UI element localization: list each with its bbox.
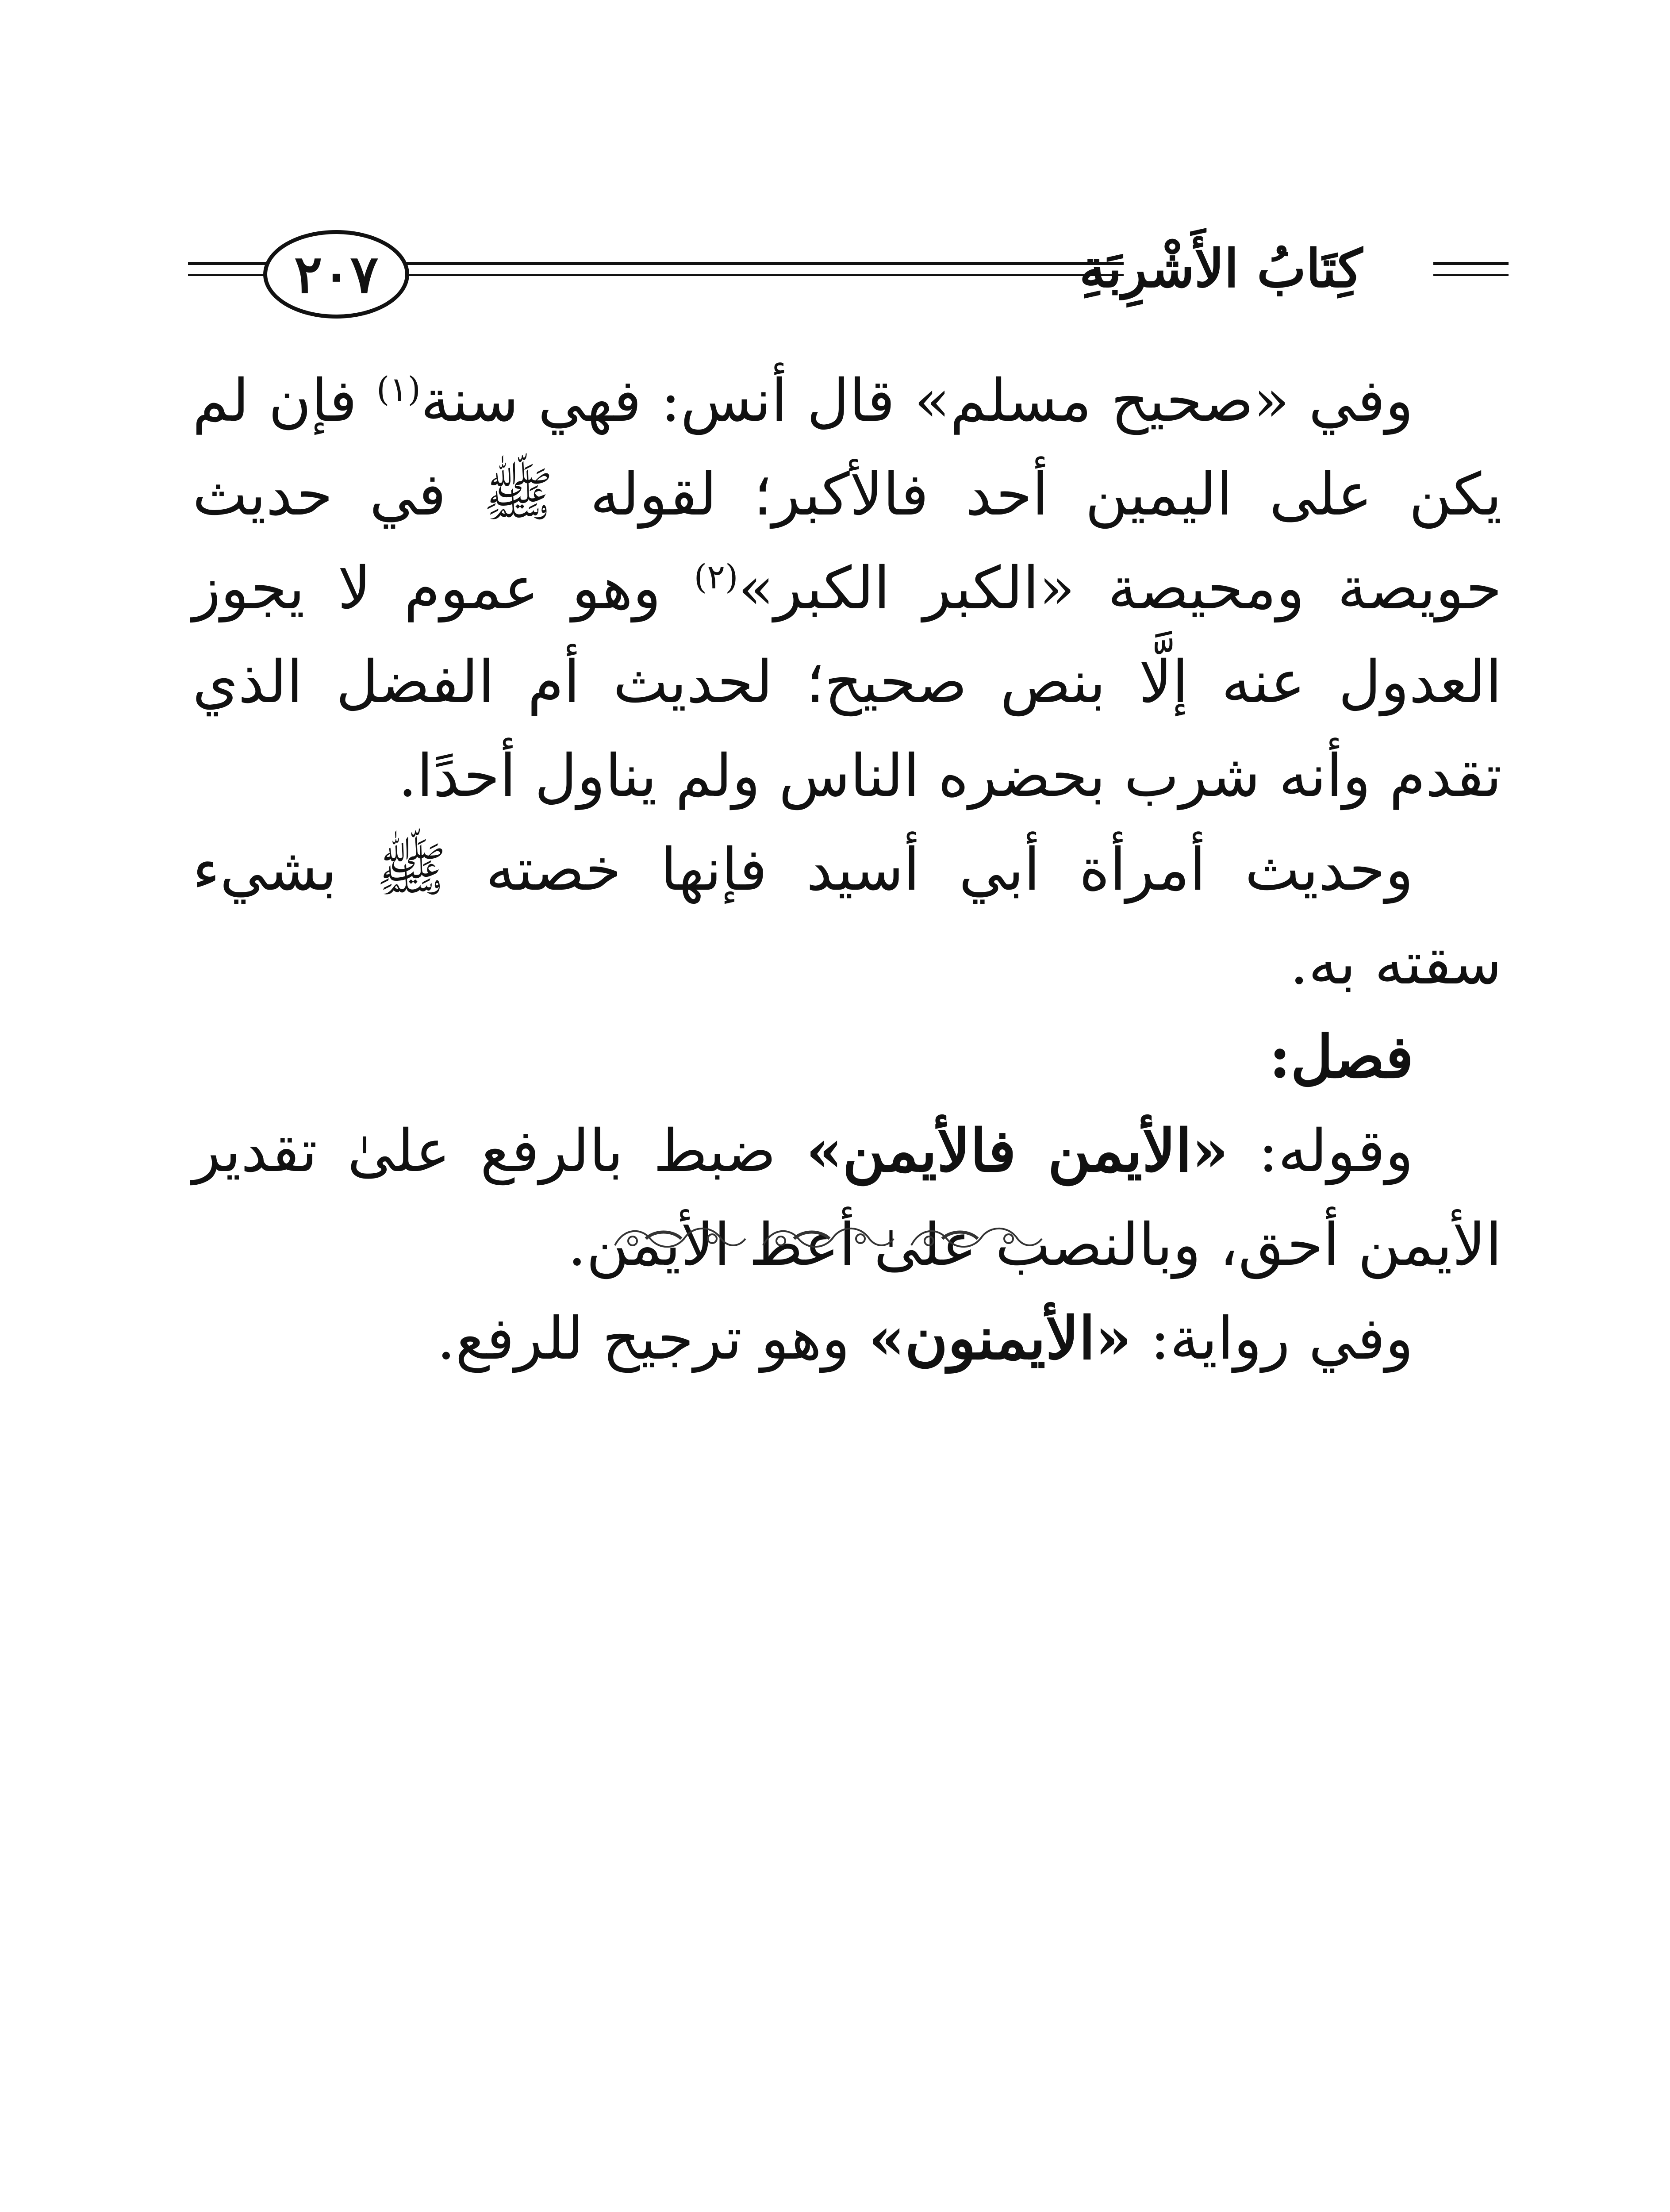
running-title: كِتَابُ الأَشْرِبَةِ bbox=[1079, 238, 1363, 299]
footnote-ref-1: (١) bbox=[376, 369, 421, 409]
paragraph-2: وحديث أمرأة أبي أسيد فإنها خصته ﷺ بشيء سقته به. bbox=[192, 836, 1502, 998]
header-rule-middle-bottom bbox=[403, 274, 1124, 276]
paragraph-3-quote: «الأيمن فالأيمن» bbox=[806, 1117, 1229, 1185]
footnote-ref-2: (٢) bbox=[694, 557, 738, 596]
ornament-unit-1 bbox=[615, 1229, 745, 1247]
paragraph-1-part-1: وفي «صحيح مسلم» قال أنس: فهي سنة bbox=[421, 367, 1413, 435]
header-rule-left-top bbox=[188, 262, 268, 265]
paragraph-1 bbox=[192, 354, 1502, 823]
paragraph-1-part-2: فإن لم يكن على اليمين أحد فالأكبر؛ لقوله ﷺ في حديث حويصة ومحيصة «الكبر الكبر» bbox=[192, 367, 1502, 622]
ornament-unit-2 bbox=[763, 1229, 894, 1247]
ornament-unit-3 bbox=[911, 1229, 1042, 1247]
header-rule-middle-top bbox=[403, 262, 1124, 265]
paragraph-4-part-2: وهو ترجيح للرفع. bbox=[437, 1305, 869, 1373]
paragraph-4-part-1: وفي رواية: bbox=[1132, 1305, 1413, 1373]
paragraph-4-quote: «الأيمنون» bbox=[868, 1304, 1132, 1373]
page-number: ٢٠٧ bbox=[294, 243, 379, 305]
paragraph-4 bbox=[192, 1292, 1502, 1386]
paragraph-3-part-1: وقوله: bbox=[1228, 1117, 1413, 1185]
paragraph-3-part-2: ضبط بالرفع علىٰ تقدير الأيمن أحق، وبالنصب علىٰ أعط الأيمن. bbox=[192, 1117, 1502, 1279]
paragraph-1-part-3: وهو عموم لا يجوز العدول عنه إلَّا بنص صحيح؛ لحديث أم الفضل الذي تقدم وأنه شرب بحضره الناس ولم يناول أحدًا. bbox=[192, 554, 1502, 810]
paragraph-3 bbox=[192, 1104, 1502, 1292]
page-number-badge bbox=[263, 230, 409, 319]
section-heading: فصل: bbox=[1269, 1023, 1413, 1091]
header-rule-right-bottom bbox=[1433, 274, 1509, 276]
ornament-divider-icon bbox=[606, 1219, 1048, 1259]
header-rule-right-top bbox=[1433, 262, 1509, 265]
header-rule-left-bottom bbox=[188, 274, 268, 276]
page-header bbox=[188, 230, 1509, 323]
